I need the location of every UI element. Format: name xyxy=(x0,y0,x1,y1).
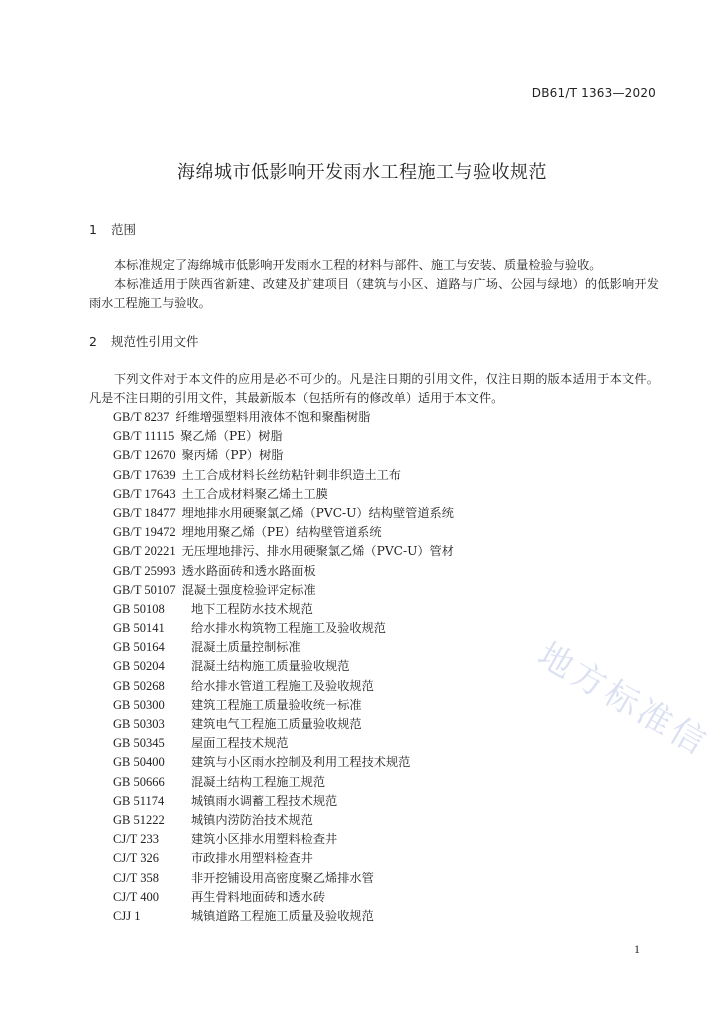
section-heading-normative-references xyxy=(89,332,199,350)
reference-code: GB/T 11115 xyxy=(113,429,175,444)
reference-item xyxy=(113,562,673,581)
reference-item xyxy=(113,581,673,600)
reference-item xyxy=(113,715,673,734)
reference-name: 混凝土质量控制标准 xyxy=(191,640,301,655)
reference-code: GB 50300 xyxy=(113,697,165,712)
reference-name: 城镇内涝防治技术规范 xyxy=(191,812,313,827)
reference-code: GB 50345 xyxy=(113,736,165,751)
reference-name: 建筑小区排水用塑料检查井 xyxy=(191,832,338,847)
reference-name: 市政排水用塑料检查井 xyxy=(191,851,313,866)
section-number: 2 xyxy=(89,334,97,349)
reference-name: 给水排水管道工程施工及验收规范 xyxy=(191,678,374,693)
reference-name: 再生骨料地面砖和透水砖 xyxy=(191,889,326,904)
reference-name: 屋面工程技术规范 xyxy=(191,736,289,751)
reference-code: CJJ 1 xyxy=(113,908,141,923)
reference-name: 聚丙烯（PP）树脂 xyxy=(181,448,284,463)
reference-name: 埋地用聚乙烯（PE）结构壁管道系统 xyxy=(181,525,382,540)
document-title: 海绵城市低影响开发雨水工程施工与验收规范 xyxy=(177,162,547,183)
reference-code: CJ/T 233 xyxy=(113,832,159,847)
reference-name: 埋地排水用硬聚氯乙烯（PVC-U）结构壁管道系统 xyxy=(181,505,454,520)
reference-name: 无压埋地排污、排水用硬聚氯乙烯（PVC-U）管材 xyxy=(181,544,454,559)
reference-code: GB/T 50107 xyxy=(113,582,176,597)
reference-item xyxy=(113,523,673,542)
reference-item xyxy=(113,753,673,772)
section-number: 1 xyxy=(89,222,97,237)
reference-code: GB/T 12670 xyxy=(113,448,176,463)
reference-name: 聚乙烯（PE）树脂 xyxy=(180,429,283,444)
reference-item xyxy=(113,907,673,926)
reference-item xyxy=(113,504,673,523)
standard-code: DB61/T 1363—2020 xyxy=(531,86,656,100)
reference-code: GB 50108 xyxy=(113,601,165,616)
reference-name: 建筑工程施工质量验收统一标准 xyxy=(191,697,362,712)
reference-code: GB 51222 xyxy=(113,812,165,827)
reference-name: 纤维增强塑料用液体不饱和聚酯树脂 xyxy=(175,410,371,424)
reference-item xyxy=(113,773,673,792)
reference-name: 土工合成材料长丝纺粘针刺非织造土工布 xyxy=(181,467,401,482)
reference-name: 建筑电气工程施工质量验收规范 xyxy=(191,717,362,731)
reference-item xyxy=(113,446,673,465)
reference-name: 建筑与小区雨水控制及利用工程技术规范 xyxy=(191,755,411,770)
reference-name: 城镇道路工程施工质量及验收规范 xyxy=(191,908,374,923)
reference-code: CJ/T 400 xyxy=(113,889,159,904)
paragraph: 下列文件对于本文件的应用是必不可少的。凡是注日期的引用文件，仅注日期的版本适用于本文件。凡是不注日期的引用文件，其最新版本（包括所有的修改单）适用于本文件。 xyxy=(89,372,659,405)
reference-name: 非开挖铺设用高密度聚乙烯排水管 xyxy=(191,870,374,885)
reference-code: GB 50303 xyxy=(113,717,165,731)
reference-name: 土工合成材料聚乙烯土工膜 xyxy=(181,486,328,501)
watermark: 地方标准信 xyxy=(531,634,716,765)
reference-code: CJ/T 326 xyxy=(113,851,159,866)
reference-code: GB 51174 xyxy=(113,793,165,808)
reference-name: 地下工程防水技术规范 xyxy=(191,601,313,616)
reference-code: GB/T 25993 xyxy=(113,563,176,578)
reference-name: 混凝土强度检验评定标准 xyxy=(181,582,316,597)
reference-name: 混凝土结构工程施工规范 xyxy=(191,774,326,789)
section-title: 规范性引用文件 xyxy=(110,334,199,349)
reference-item xyxy=(113,619,673,638)
reference-code: GB/T 17643 xyxy=(113,486,176,501)
reference-code: GB 50141 xyxy=(113,621,165,636)
paragraph: 本标准规定了海绵城市低影响开发雨水工程的材料与部件、施工与安装、质量检验与验收。 xyxy=(114,258,602,272)
reference-item xyxy=(113,888,673,907)
reference-item xyxy=(113,811,673,830)
reference-code: GB/T 18477 xyxy=(113,505,176,520)
reference-name: 城镇雨水调蓄工程技术规范 xyxy=(191,793,338,808)
reference-item xyxy=(113,792,673,811)
reference-item xyxy=(113,427,673,446)
reference-code: GB 50204 xyxy=(113,659,165,674)
reference-code: GB/T 20221 xyxy=(113,544,176,559)
reference-code: GB 50268 xyxy=(113,678,165,693)
reference-item xyxy=(113,830,673,849)
reference-item xyxy=(113,734,673,753)
reference-code: GB 50400 xyxy=(113,755,165,770)
reference-item xyxy=(113,485,673,504)
reference-item xyxy=(113,600,673,619)
reference-item xyxy=(113,849,673,868)
section-title: 范围 xyxy=(110,222,136,237)
reference-item xyxy=(113,542,673,561)
reference-item xyxy=(113,408,673,427)
reference-name: 透水路面砖和透水路面板 xyxy=(181,563,316,578)
reference-code: GB 50666 xyxy=(113,774,165,789)
reference-code: GB 50164 xyxy=(113,640,165,655)
reference-name: 给水排水构筑物工程施工及验收规范 xyxy=(191,621,386,636)
reference-item xyxy=(113,466,673,485)
reference-code: CJ/T 358 xyxy=(113,870,159,885)
reference-code: GB/T 8237 xyxy=(113,410,170,424)
reference-name: 混凝土结构施工质量验收规范 xyxy=(191,659,350,674)
reference-code: GB/T 17639 xyxy=(113,467,176,482)
reference-code: GB/T 19472 xyxy=(113,525,176,540)
section-heading-scope xyxy=(89,220,136,238)
reference-item xyxy=(113,869,673,888)
page-number: 1 xyxy=(634,942,640,956)
paragraph: 本标准适用于陕西省新建、改建及扩建项目（建筑与小区、道路与广场、公园与绿地）的低影响开发雨水工程施工与验收。 xyxy=(89,277,659,310)
